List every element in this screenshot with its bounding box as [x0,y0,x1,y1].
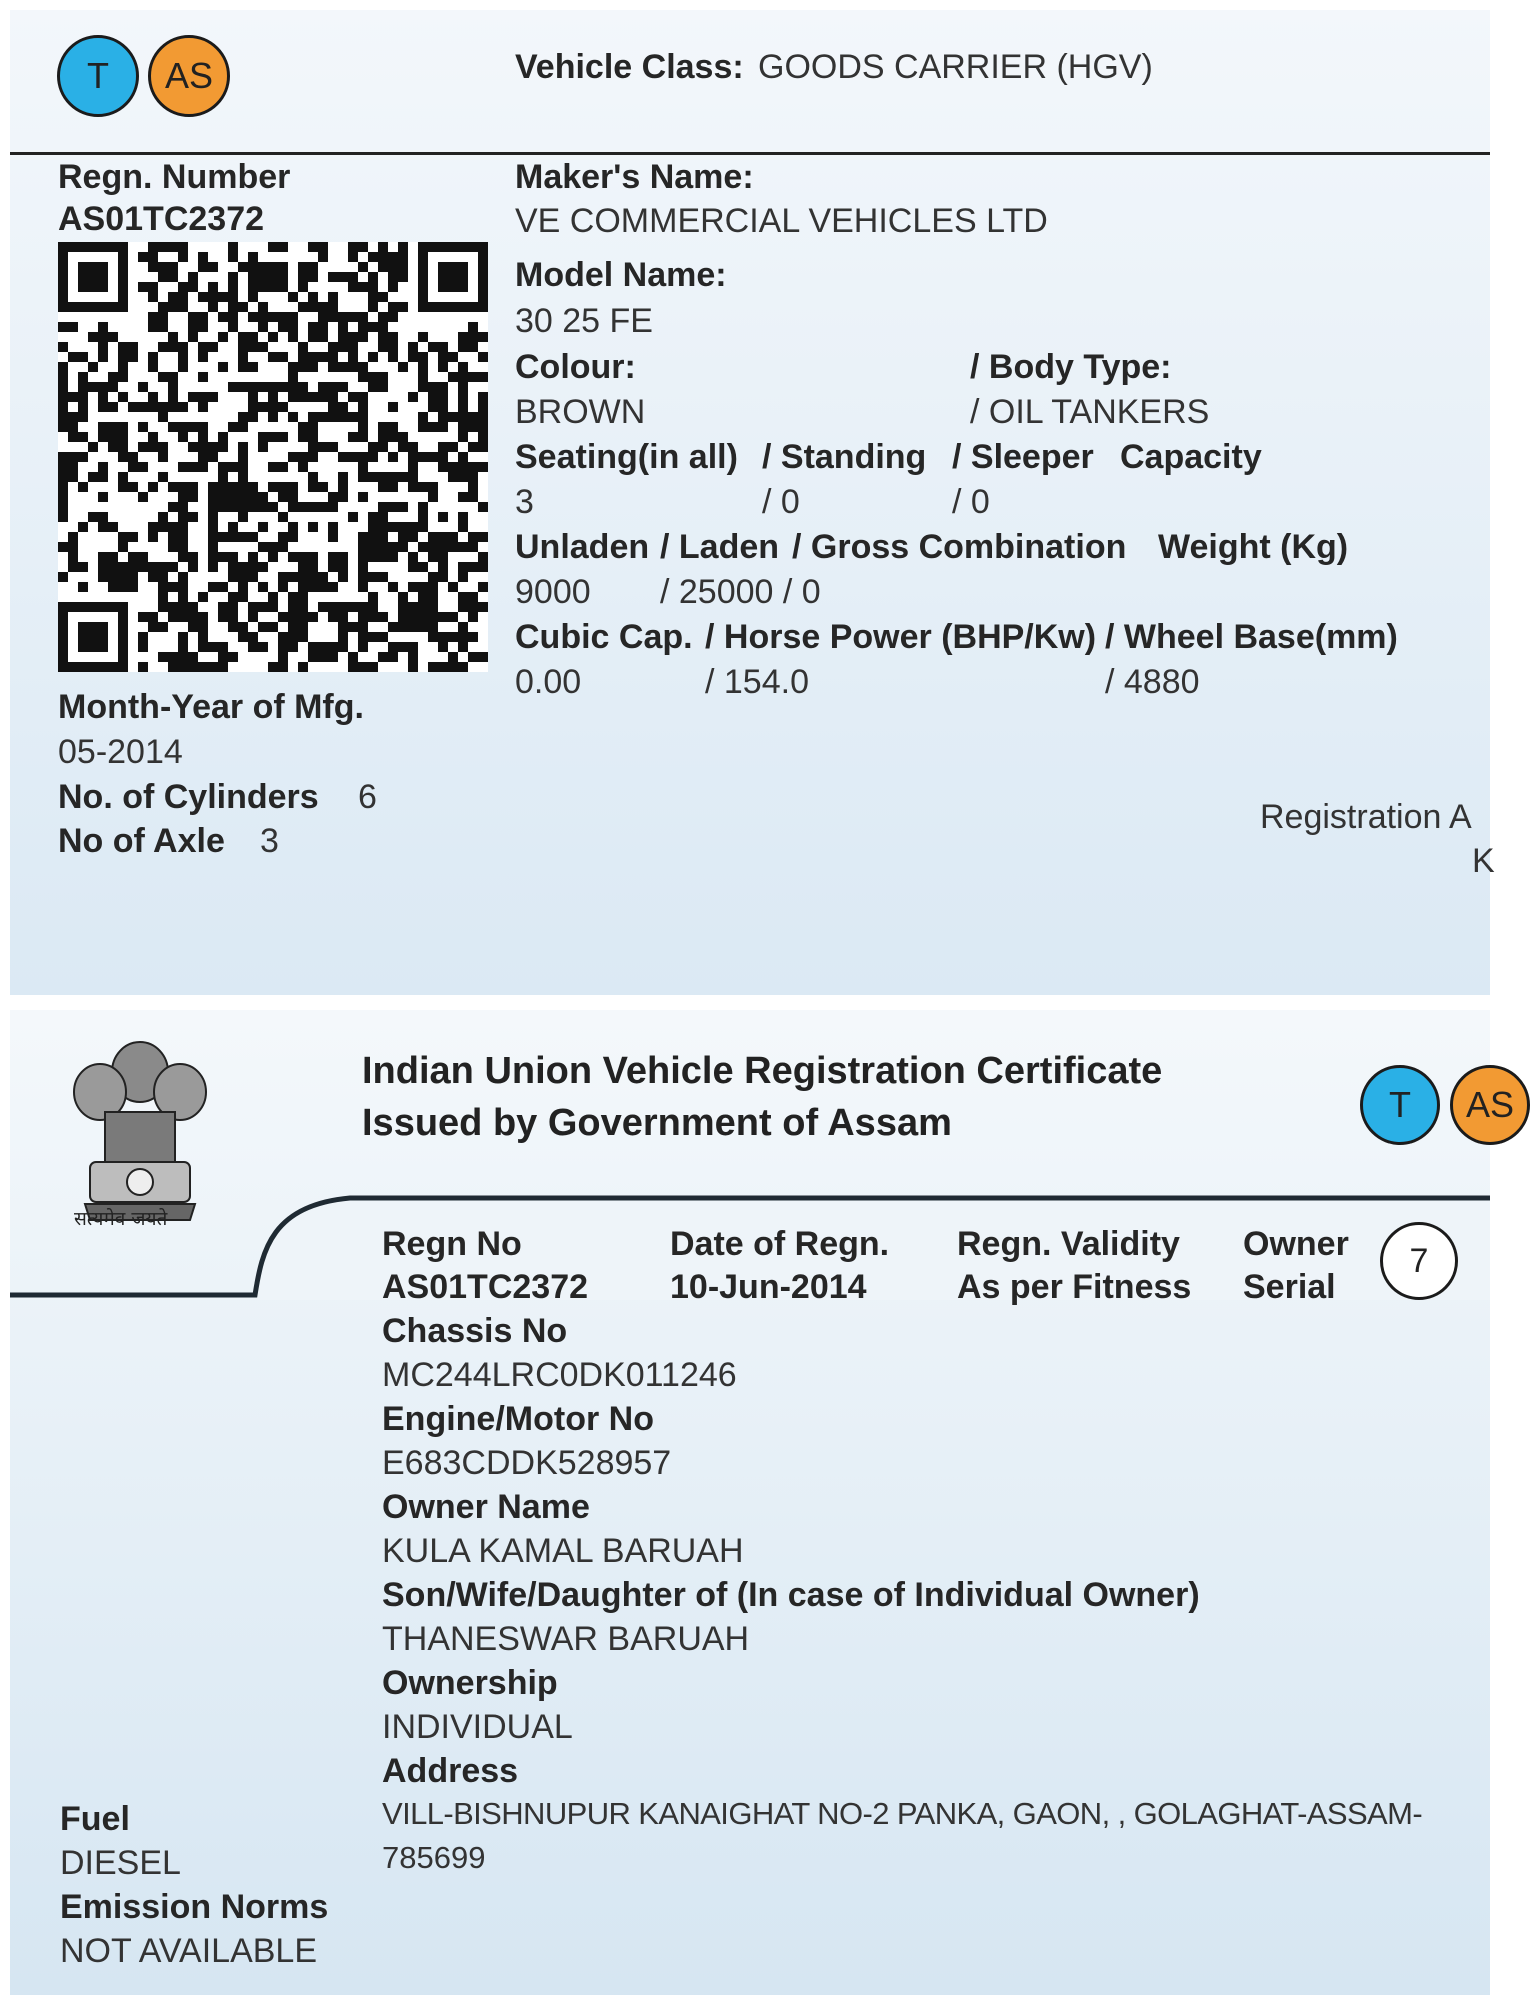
ownership-label: Ownership [382,1664,558,1702]
owner-name-value: KULA KAMAL BARUAH [382,1532,744,1570]
unladen-label: Unladen [515,528,650,566]
regn-no-label: Regn No [382,1225,522,1263]
standing-label: / Standing [762,438,927,476]
model-name-label: Model Name: [515,256,727,294]
emission-value: NOT AVAILABLE [60,1932,318,1970]
chassis-label: Chassis No [382,1312,568,1350]
weight-label: Weight (Kg) [1158,528,1349,566]
partial-k-text: K [1472,842,1495,880]
avatar-t[interactable]: T [1360,1065,1440,1145]
regn-no-value: AS01TC2372 [382,1268,589,1306]
sleeper-value: / 0 [952,483,990,521]
colour-value: BROWN [515,393,646,431]
cubic-cap-value: 0.00 [515,663,582,701]
owner-name-label: Owner Name [382,1488,590,1526]
regn-number-label: Regn. Number [58,158,291,196]
gross-combination-label: / Gross Combination [792,528,1127,566]
engine-value: E683CDDK528957 [382,1444,672,1482]
rc-back-card [10,10,1495,995]
avatar-as[interactable]: AS [148,35,230,117]
chassis-value: MC244LRC0DK011246 [382,1356,737,1394]
avatar-as[interactable]: AS [1450,1065,1530,1145]
regn-validity-value: As per Fitness [957,1268,1192,1306]
unladen-value: 9000 [515,573,591,611]
serial-label: Serial [1243,1268,1336,1306]
owner-serial-badge: 7 [1380,1222,1458,1300]
horse-power-label: / Horse Power (BHP/Kw) [705,618,1097,656]
relation-value: THANESWAR BARUAH [382,1620,750,1658]
regn-validity-label: Regn. Validity [957,1225,1180,1263]
avatar-t[interactable]: T [57,35,139,117]
capacity-label: Capacity [1120,438,1262,476]
certificate-title: Indian Union Vehicle Registration Certificate [362,1050,1163,1092]
wheel-base-value: / 4880 [1105,663,1200,701]
address-line-2: 785699 [382,1840,486,1875]
makers-name-value: VE COMMERCIAL VEHICLES LTD [515,202,1048,240]
ownership-value: INDIVIDUAL [382,1708,573,1746]
mfg-value: 05-2014 [58,733,183,771]
vehicle-class-label: Vehicle Class: [515,48,744,86]
certificate-subtitle: Issued by Government of Assam [362,1102,952,1144]
cylinders-value: 6 [358,778,377,816]
axle-value: 3 [260,822,279,860]
qr-code [58,242,488,672]
model-name-value: 30 25 FE [515,302,653,340]
fuel-label: Fuel [60,1800,130,1838]
date-of-regn-value: 10-Jun-2014 [670,1268,867,1306]
cylinders-label: No. of Cylinders [58,778,319,816]
body-type-label: / Body Type: [970,348,1172,386]
axle-label: No of Axle [58,822,225,860]
registration-partial-text: Registration A [1260,798,1472,836]
date-of-regn-label: Date of Regn. [670,1225,890,1263]
national-emblem [70,1032,210,1267]
address-line-1: VILL-BISHNUPUR KANAIGHAT NO-2 PANKA, GAON, , GOLAGHAT-ASSAM- [382,1796,1423,1831]
makers-name-label: Maker's Name: [515,158,754,196]
laden-label: / Laden [660,528,780,566]
laden-gross-value: / 25000 / 0 [660,573,821,611]
vehicle-class-value: GOODS CARRIER (HGV) [758,48,1153,86]
seating-value: 3 [515,483,534,521]
horse-power-value: / 154.0 [705,663,809,701]
relation-label: Son/Wife/Daughter of (In case of Individual Owner) [382,1576,1200,1614]
rc-front-card [10,1010,1515,1995]
engine-label: Engine/Motor No [382,1400,654,1438]
standing-value: / 0 [762,483,800,521]
regn-number-value: AS01TC2372 [58,200,265,238]
seating-label: Seating(in all) [515,438,738,476]
header-divider [10,152,1490,155]
address-label: Address [382,1752,519,1790]
emblem-motto: सत्यमेव जयते [74,1208,168,1230]
mfg-label: Month-Year of Mfg. [58,688,364,726]
emission-label: Emission Norms [60,1888,329,1926]
colour-label: Colour: [515,348,636,386]
sleeper-label: / Sleeper [952,438,1094,476]
cubic-cap-label: Cubic Cap. [515,618,693,656]
body-type-value: / OIL TANKERS [970,393,1210,431]
fuel-value: DIESEL [60,1844,181,1882]
wheel-base-label: / Wheel Base(mm) [1105,618,1398,656]
owner-label: Owner [1243,1225,1349,1263]
